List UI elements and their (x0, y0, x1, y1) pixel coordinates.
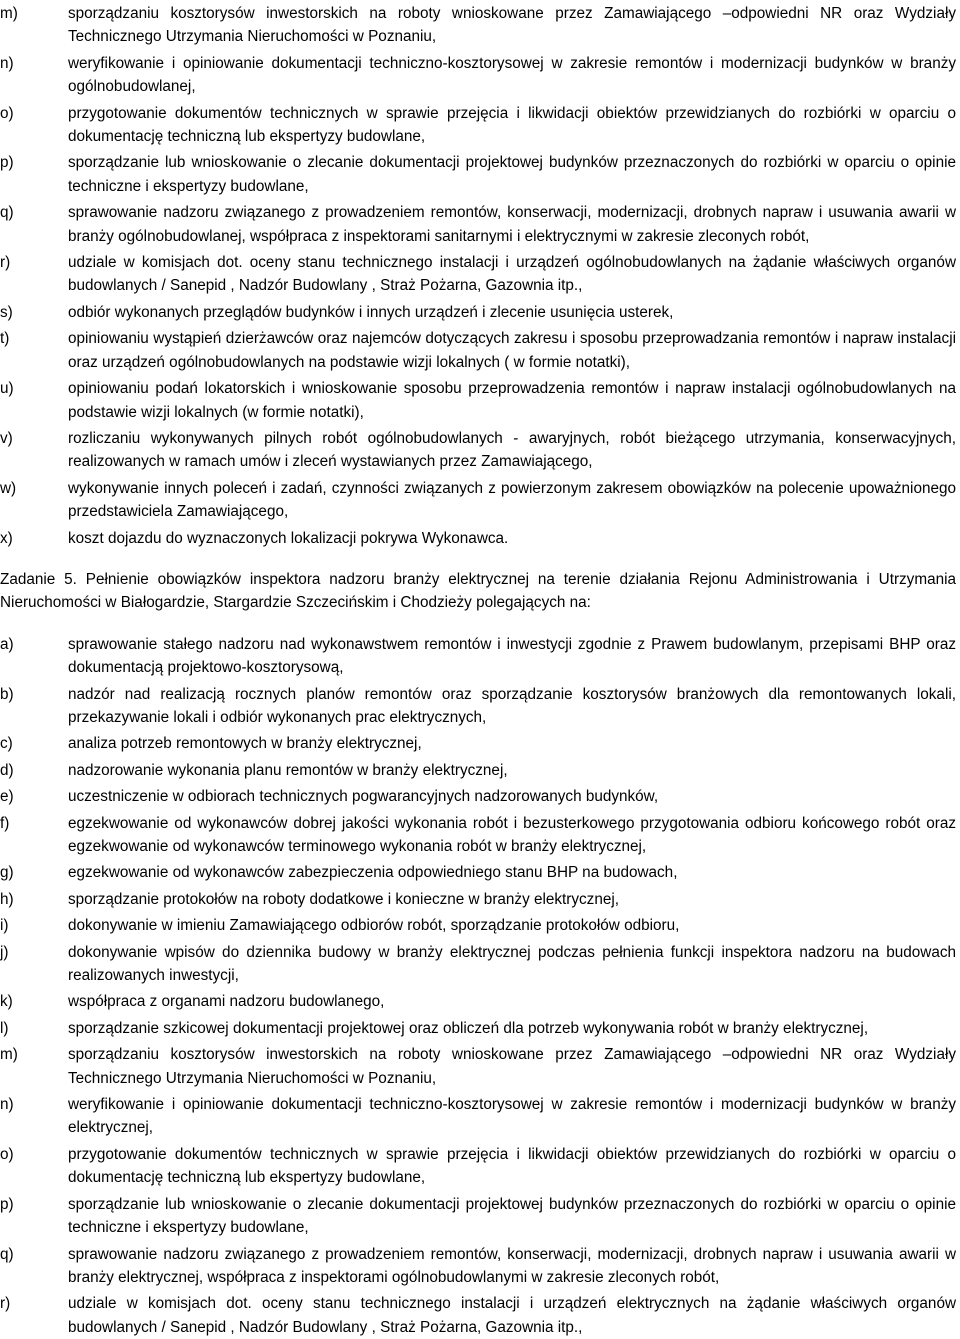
list-item-marker: w) (0, 479, 17, 497)
list-item-text: sporządzaniu kosztorysów inwestorskich na roboty wnioskowane przez Zamawiającego –odpowiedni NR oraz Wydziały Technicznego Utrzymania Nieruchomości w Poznaniu, (68, 1046, 956, 1087)
list-item (0, 683, 956, 730)
list-item (0, 633, 956, 680)
list-item-marker: x) (0, 529, 13, 547)
list-item-marker: a) (0, 635, 14, 653)
list-item (0, 251, 956, 298)
task-list-previous (0, 2, 956, 550)
list-item-text: sporządzanie lub wnioskowanie o zlecanie dokumentacji projektowej budynków przeznaczonych do rozbiórki w oparciu o opinie techniczne i ekspertyzy budowlane, (68, 154, 956, 195)
list-item-text: przygotowanie dokumentów technicznych w sprawie przejęcia i likwidacji obiektów przewidzianych do rozbiórki w oparciu o dokumentację techniczną lub ekspertyzy budowlane, (68, 104, 956, 146)
list-item-text: opiniowaniu wystąpień dzierżawców oraz najemców dotyczących zakresu i sposobu przeprowadzania remontów i napraw instalacji oraz urządzeń ogólnobudowlanych na podstawie wizji lokalnych ( w formie notatki), (68, 330, 956, 371)
list-item-marker: h) (0, 890, 14, 908)
list-item-marker: d) (0, 761, 14, 779)
list-item-text: współpraca z organami nadzoru budowlanego, (68, 993, 385, 1011)
task-5-heading (0, 568, 956, 615)
list-item-marker: u) (0, 380, 14, 398)
list-item-marker: b) (0, 685, 14, 703)
list-item (0, 1193, 956, 1240)
list-item-marker: n) (0, 1096, 14, 1114)
list-item-text: sprawowanie nadzoru związanego z prowadzeniem remontów, konserwacji, modernizacji, drobnych napraw i usuwania awarii w branży ogólnobudowlanej, współpraca z inspektorami sanitarnymi i elektrycznymi w zakresie zleconych robót, (68, 204, 956, 245)
list-item-text: sprawowanie nadzoru związanego z prowadzeniem remontów, konserwacji, modernizacji, drobnych napraw i usuwania awarii w branży elektrycznej, współpraca z inspektorami ogólnobudowlanymi w zakresie zleconych robót, (68, 1245, 956, 1286)
list-item-text: weryfikowanie i opiniowanie dokumentacji techniczno-kosztorysowej w zakresie remontów i modernizacji budynków w branży elektrycznej, (68, 1096, 956, 1137)
list-item-marker: m) (0, 5, 18, 22)
list-item-marker: i) (0, 917, 9, 935)
list-item (0, 201, 956, 248)
list-item-marker: j) (0, 943, 9, 961)
list-item-text: wykonywanie innych poleceń i zadań, czynności związanych z powierzonym zakresem obowiązków na polecenie upoważnionego przedstawiciela Zamawiającego, (68, 479, 956, 521)
list-item (0, 477, 956, 524)
list-item (0, 1043, 956, 1090)
list-item-marker: p) (0, 1195, 14, 1213)
list-item-text: nadzór nad realizacją rocznych planów remontów oraz sporządzanie kosztorysów branżowych dla remontowanych lokali, przekazywanie lokali i odbiór wykonanych prac elektrycznych, (68, 685, 956, 726)
list-item (0, 2, 956, 49)
list-item (0, 861, 956, 884)
list-item (0, 327, 956, 374)
list-item (0, 377, 956, 424)
list-item-text: udziale w komisjach dot. oceny stanu technicznego instalacji i urządzeń elektrycznych na żądanie właściwych organów budowlanych / Sanepid , Nadzór Budowlany , Straż Pożarna, Gazownia itp., (68, 1295, 956, 1336)
list-item (0, 301, 956, 324)
list-item (0, 759, 956, 782)
list-item-text: uczestniczenie w odbiorach technicznych pogwarancyjnych nadzorowanych budynków, (68, 788, 659, 806)
list-item-marker: k) (0, 993, 13, 1011)
list-item-marker: q) (0, 1245, 14, 1263)
list-item-text: koszt dojazdu do wyznaczonych lokalizacji pokrywa Wykonawca. (68, 529, 509, 547)
list-item-marker: e) (0, 788, 14, 806)
list-item (0, 785, 956, 808)
list-item-marker: r) (0, 254, 11, 272)
task-5-text: Zadanie 5. Pełnienie obowiązków inspektora nadzoru branży elektrycznej na terenie działania Rejonu Administrowania i Utrzymania Nieruchomości w Białogardzie, Stargardzie Szczecińskim i Chodzieży polegających na: (0, 570, 956, 612)
list-item (0, 1243, 956, 1290)
list-item-marker: m) (0, 1046, 18, 1064)
list-item-marker: r) (0, 1295, 11, 1313)
list-item (0, 1017, 956, 1040)
list-item (0, 732, 956, 755)
list-item-text: przygotowanie dokumentów technicznych w sprawie przejęcia i likwidacji obiektów przewidzianych do rozbiórki w oparciu o dokumentację techniczną lub ekspertyzy budowlane, (68, 1145, 956, 1187)
list-item (0, 1093, 956, 1140)
list-item-text: sporządzanie protokołów na roboty dodatkowe i konieczne w branży elektrycznej, (68, 890, 619, 908)
list-item (0, 941, 956, 988)
list-item-marker: q) (0, 204, 14, 222)
list-item-marker: l) (0, 1019, 9, 1037)
list-item-marker: n) (0, 54, 14, 72)
list-item-marker: g) (0, 864, 14, 882)
list-item (0, 52, 956, 99)
list-item-marker: f) (0, 814, 10, 832)
list-item-marker: v) (0, 429, 13, 447)
list-item-text: egzekwowanie od wykonawców zabezpieczenia odpowiedniego stanu BHP na budowach, (68, 864, 678, 882)
list-item-text: opiniowaniu podań lokatorskich i wnioskowanie sposobu przeprowadzenia remontów i napraw instalacji ogólnobudowlanych na podstawie wizji lokalnych (w formie notatki), (68, 380, 956, 421)
list-item (0, 151, 956, 198)
list-item (0, 1292, 956, 1339)
task-list-5 (0, 633, 956, 1339)
list-item (0, 527, 956, 550)
list-item-text: analiza potrzeb remontowych w branży elektrycznej, (68, 735, 422, 753)
list-item (0, 427, 956, 474)
list-item-marker: p) (0, 154, 14, 172)
list-item-marker: t) (0, 330, 10, 348)
list-item-marker: o) (0, 1145, 14, 1163)
list-item-text: sporządzanie szkicowej dokumentacji projektowej oraz obliczeń dla potrzeb wykonywania robót w branży elektrycznej, (68, 1019, 869, 1037)
list-item (0, 102, 956, 149)
list-item-text: udziale w komisjach dot. oceny stanu technicznego instalacji i urządzeń ogólnobudowlanych na żądanie właściwych organów budowlanych / Sanepid , Nadzór Budowlany , Straż Pożarna, Gazownia itp., (68, 254, 956, 295)
list-item-text: nadzorowanie wykonania planu remontów w branży elektrycznej, (68, 761, 508, 779)
list-item (0, 914, 956, 937)
list-item-marker: o) (0, 104, 14, 122)
list-item-marker: c) (0, 735, 13, 753)
list-item-text: sporządzaniu kosztorysów inwestorskich na roboty wnioskowane przez Zamawiającego –odpowiedni NR oraz Wydziały Technicznego Utrzymania Nieruchomości w Poznaniu, (68, 5, 956, 46)
list-item-text: rozliczaniu wykonywanych pilnych robót ogólnobudowlanych - awaryjnych, robót bieżącego utrzymania, konserwacyjnych, realizowanych w ramach umów i zleceń wystawianych przez Zamawiającego, (68, 429, 956, 471)
list-item (0, 990, 956, 1013)
list-item-text: egzekwowanie od wykonawców dobrej jakości wykonania robót i bezusterkowego przygotowania odbioru końcowego robót oraz egzekwowanie od wykonawców terminowego wykonania robót w branży elektrycznej, (68, 814, 956, 855)
list-item-text: dokonywanie w imieniu Zamawiającego odbiorów robót, sporządzanie protokołów odbioru, (68, 917, 680, 935)
list-item-text: weryfikowanie i opiniowanie dokumentacji techniczno-kosztorysowej w zakresie remontów i modernizacji budynków w branży ogólnobudowlanej, (68, 54, 956, 96)
list-item (0, 1143, 956, 1190)
list-item (0, 812, 956, 859)
list-item (0, 888, 956, 911)
list-item-marker: s) (0, 303, 13, 321)
list-item-text: sprawowanie stałego nadzoru nad wykonawstwem remontów i inwestycji zgodnie z Prawem budowlanym, przepisami BHP oraz dokumentacją projektowo-kosztorysową, (68, 635, 956, 677)
list-item-text: dokonywanie wpisów do dziennika budowy w branży elektrycznej podczas pełnienia funkcji inspektora nadzoru na budowach realizowanych inwestycji, (68, 943, 956, 985)
list-item-text: odbiór wykonanych przeglądów budynków i innych urządzeń i zlecenie usunięcia usterek, (68, 303, 674, 321)
list-item-text: sporządzanie lub wnioskowanie o zlecanie dokumentacji projektowej budynków przeznaczonych do rozbiórki w oparciu o opinie techniczne i ekspertyzy budowlane, (68, 1195, 956, 1237)
